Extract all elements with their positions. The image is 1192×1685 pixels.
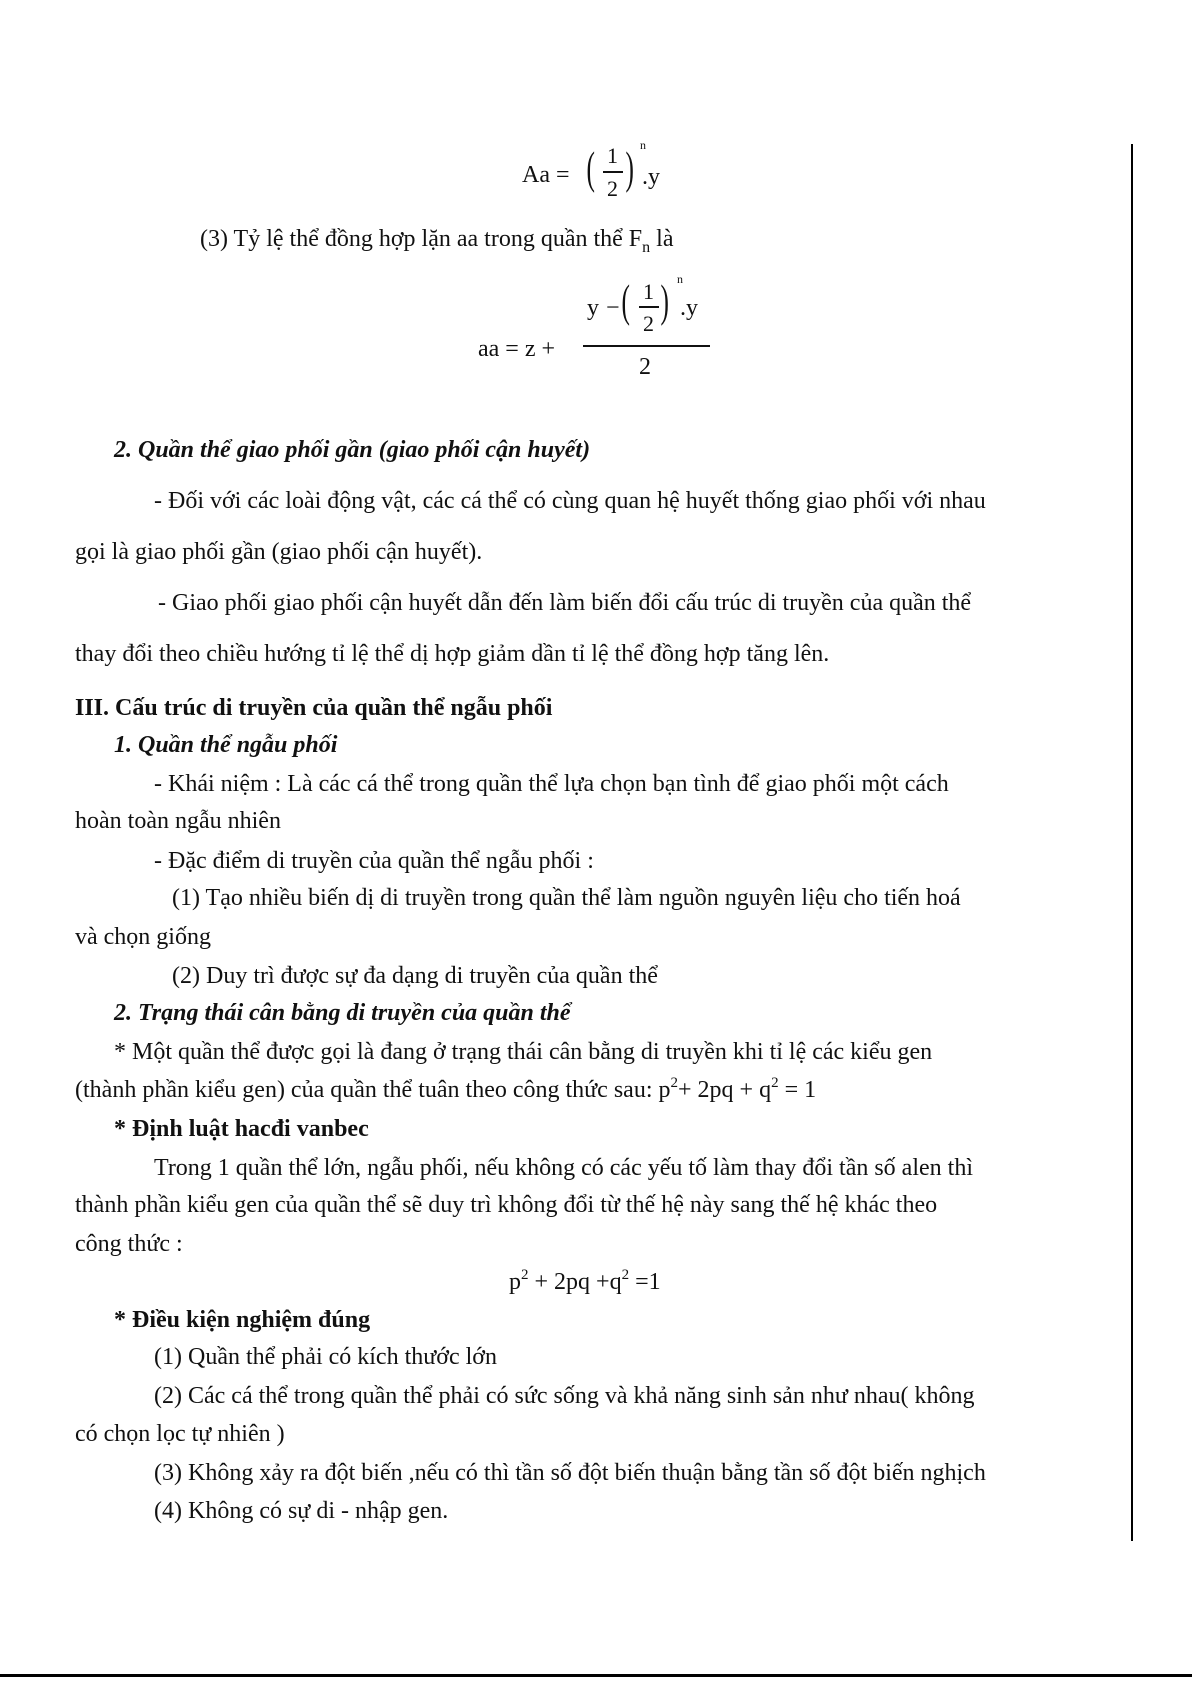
traits-heading: - Đặc điểm di truyền của quần thể ngẫu phối : (154, 848, 594, 874)
condition-1: (1) Quần thể phải có kích thước lớn (154, 1344, 497, 1370)
section-2-heading: 2. Quần thể giao phối gần (giao phối cận huyết) (114, 437, 591, 463)
trait1-line2: và chọn giống (75, 924, 211, 950)
formula2-minus: − (606, 295, 620, 321)
condition-2-line2: có chọn lọc tự nhiên ) (75, 1421, 285, 1447)
formula2-tail: .y (680, 295, 698, 321)
equilibrium-line2: (thành phần kiểu gen) của quần thể tuân theo công thức sau: $p^2+ 2pq + q^2 = 1$ (75, 1075, 817, 1103)
formula1-numerator: 1 (607, 143, 618, 168)
page-bottom-rule (0, 1674, 1192, 1677)
condition-4: (4) Không có sự di - nhập gen. (154, 1498, 449, 1524)
formula2-main-fraction-bar (583, 345, 710, 347)
formula2-inner-fraction-bar (639, 306, 659, 308)
formula1-exponent: n (640, 138, 646, 152)
law-line2: thành phần kiểu gen của quần thể sẽ duy trì không đổi từ thế hệ này sang thế hệ khác theo (75, 1192, 938, 1218)
section-2-para2-line2: thay đổi theo chiều hướng tỉ lệ thể dị hợp giảm dần tỉ lệ thể đồng hợp tăng lên. (75, 641, 830, 667)
formula1-denominator: 2 (607, 176, 618, 201)
formula2-y: y (587, 295, 599, 321)
section-2-para1-line2: gọi là giao phối gần (giao phối cận huyết). (75, 539, 483, 565)
formula2-lhs: aa = z + (478, 336, 556, 362)
trait1-line1: (1) Tạo nhiều biến dị di truyền trong quần thể làm nguồn nguyên liệu cho tiến hoá (172, 885, 961, 911)
formula1-tail: .y (642, 164, 660, 190)
section-3-heading: III. Cấu trúc di truyền của quần thể ngẫu phối (75, 695, 553, 721)
law-line3: công thức : (75, 1231, 183, 1257)
right-margin-rule (1131, 144, 1133, 1541)
section-2-para2-line1: - Giao phối giao phối cận huyết dẫn đến làm biến đổi cấu trúc di truyền của quần thể (158, 590, 972, 616)
formula2-right-paren: ) (660, 275, 669, 326)
formula2-bottom: 2 (639, 354, 651, 380)
law-line1: Trong 1 quần thể lớn, ngẫu phối, nếu không có các yếu tố làm thay đổi tần số alen thì (154, 1155, 973, 1181)
condition-3: (3) Không xảy ra đột biến ,nếu có thì tần số đột biến thuận bằng tần số đột biến nghịch (154, 1460, 986, 1486)
equilibrium-line1: * Một quần thể được gọi là đang ở trạng thái cân bằng di truyền khi tỉ lệ các kiểu gen (114, 1039, 933, 1065)
section-3-sub1: 1. Quần thể ngẫu phối (114, 732, 338, 758)
condition-2-line1: (2) Các cá thể trong quần thể phải có sức sống và khả năng sinh sản như nhau( không (154, 1383, 975, 1409)
formula1-left-paren: ( (586, 142, 595, 193)
formula2-numerator: 1 (643, 279, 654, 304)
aa-ratio-sentence: (3) Tỷ lệ thể đồng hợp lặn aa trong quần thể $F_n$ là (200, 226, 674, 256)
concept-line1: - Khái niệm : Là các cá thể trong quần thể lựa chọn bạn tình để giao phối một cách (154, 771, 949, 797)
section-2-para1-line1: - Đối với các loài động vật, các cá thể có cùng quan hệ huyết thống giao phối với nhau (154, 488, 986, 514)
trait2: (2) Duy trì được sự đa dạng di truyền của quần thể (172, 963, 658, 989)
concept-line2: hoàn toàn ngẫu nhiên (75, 808, 281, 834)
law-heading: * Định luật hacđi vanbec (114, 1116, 369, 1142)
formula2-exponent: n (677, 272, 683, 286)
formula1-right-paren: ) (625, 142, 634, 193)
hardy-weinberg-formula: $p^2 + 2pq +q^2 =1$ (509, 1267, 661, 1295)
section-3-sub2: 2. Trạng thái cân bằng di truyền của quần thể (114, 1000, 571, 1026)
formula1-lhs: Aa = (522, 162, 570, 188)
formula1-fraction-bar (603, 171, 623, 173)
conditions-heading: * Điều kiện nghiệm đúng (114, 1307, 371, 1333)
formula2-denominator: 2 (643, 311, 654, 336)
formula2-left-paren: ( (621, 275, 630, 326)
